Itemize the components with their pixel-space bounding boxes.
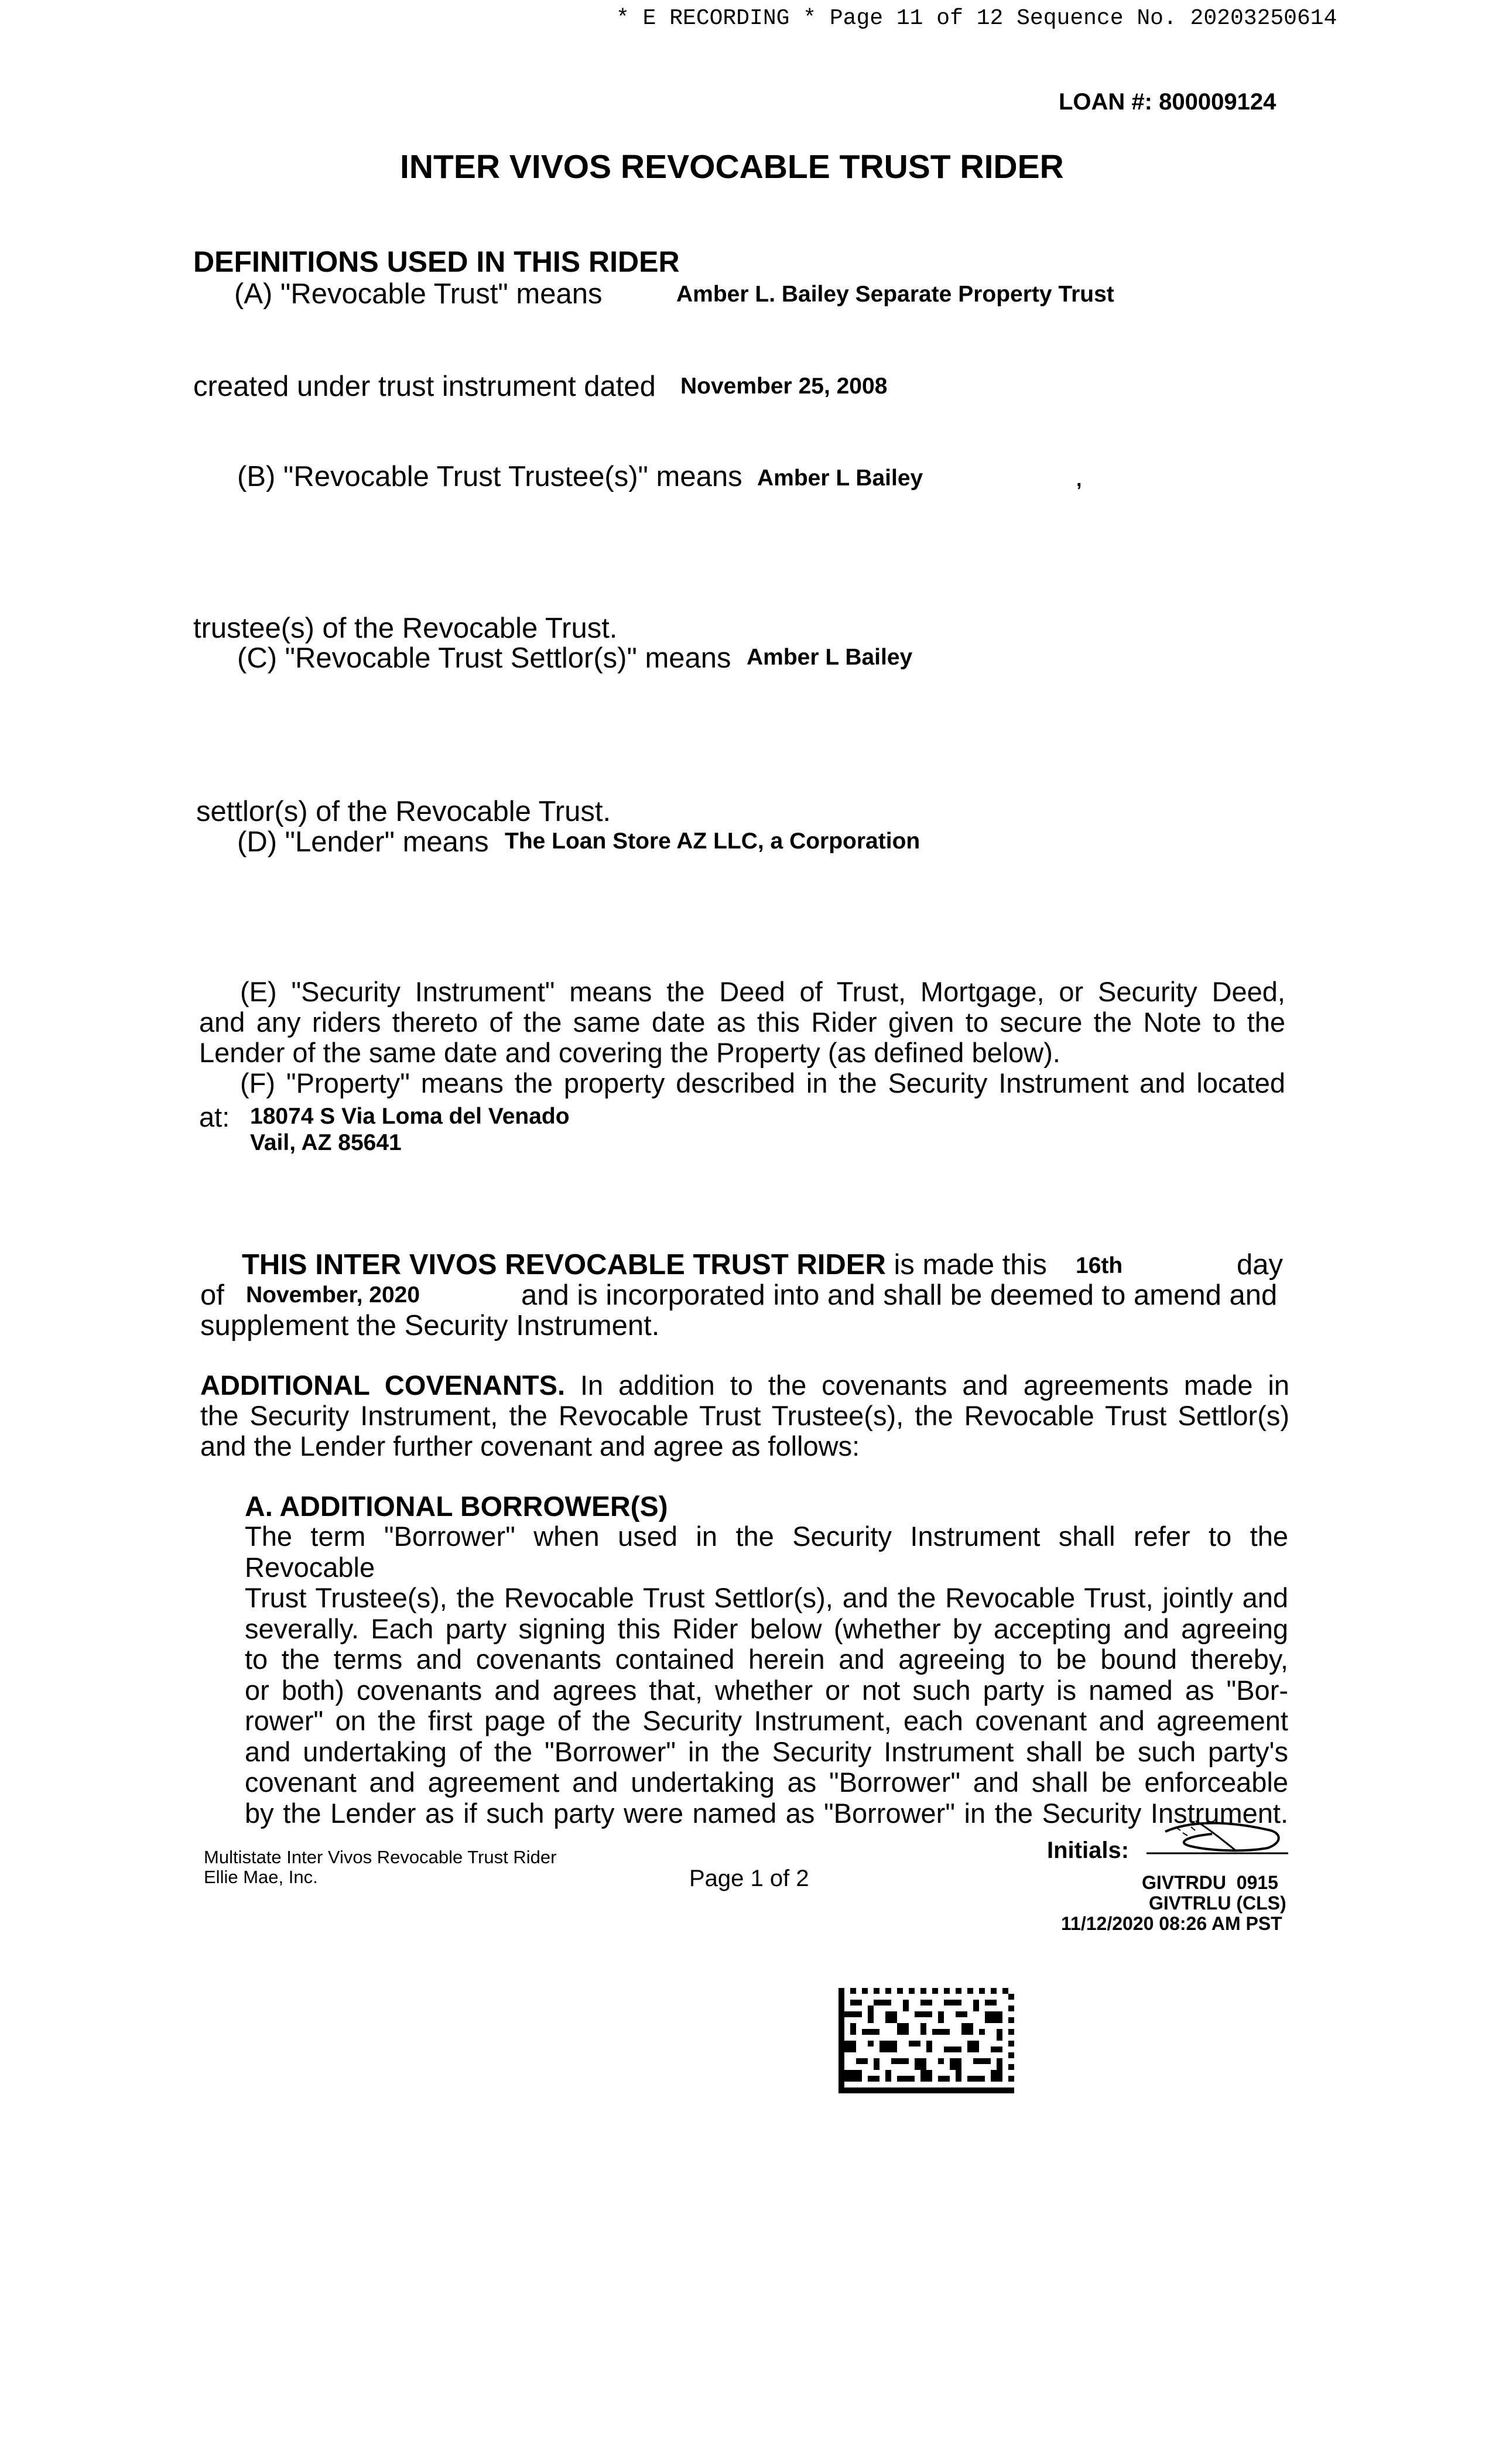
- trustee-suffix: trustee(s) of the Revocable Trust.: [193, 612, 618, 644]
- definition-c-value: Amber L Bailey: [747, 645, 913, 670]
- property-address-line2: Vail, AZ 85641: [250, 1130, 402, 1155]
- additional-covenants-line3: and the Lender further covenant and agree as follows:: [200, 1431, 860, 1462]
- rider-line3-text: supplement the Security Instrument.: [200, 1310, 660, 1341]
- rider-line2-text: and is incorporated into and shall be deemed to amend and: [521, 1279, 1278, 1311]
- initials-label: Initials:: [1047, 1837, 1130, 1863]
- document-title: INTER VIVOS REVOCABLE TRUST RIDER: [400, 148, 1064, 186]
- rider-made-lead: THIS INTER VIVOS REVOCABLE TRUST RIDER: [242, 1249, 886, 1281]
- section-a-line: by the Lender as if such party were named as "Borrower" in the Security Instrument.: [245, 1797, 1288, 1829]
- rider-day-value: 16th: [1076, 1253, 1123, 1278]
- section-a-paragraph: [245, 1521, 1288, 1829]
- section-a-line: Trust Trustee(s), the Revocable Trust Settlor(s), and the Revocable Trust, jointly and: [245, 1582, 1288, 1613]
- section-a-line: and undertaking of the "Borrower" in the Security Instrument shall be such party's: [245, 1736, 1288, 1767]
- initials-signature: [1142, 1792, 1294, 1862]
- datamatrix-barcode: [839, 1988, 1014, 2093]
- additional-covenants-line1: [200, 1370, 1289, 1401]
- additional-covenants-line2: the Security Instrument, the Revocable Trust Trustee(s), the Revocable Trust Settlor(s): [200, 1400, 1289, 1431]
- definition-d-value: The Loan Store AZ LLC, a Corporation: [505, 829, 920, 854]
- definition-f-line: (F) "Property" means the property described in the Security Instrument and located: [240, 1067, 1285, 1098]
- section-a-line: severally. Each party signing this Rider below (whether by accepting and agreeing: [245, 1613, 1288, 1644]
- section-a-line: rower" on the first page of the Security Instrument, each covenant and agreement: [245, 1705, 1288, 1736]
- form-timestamp: 11/12/2020 08:26 AM PST: [1061, 1913, 1282, 1934]
- definition-e-paragraph: [199, 977, 1285, 1098]
- form-code-2: GIVTRLU (CLS): [1149, 1893, 1286, 1914]
- settlor-suffix: settlor(s) of the Revocable Trust.: [196, 796, 611, 827]
- rider-made-text: is made this: [894, 1249, 1047, 1281]
- form-publisher: Ellie Mae, Inc.: [204, 1867, 318, 1887]
- definition-e-line: and any riders thereto of the same date as this Rider given to secure the Note to the: [199, 1007, 1285, 1038]
- section-a-heading: A. ADDITIONAL BORROWER(S): [245, 1491, 668, 1522]
- definition-b-value: Amber L Bailey: [757, 466, 923, 491]
- section-a-line: to the terms and covenants contained herein and agreeing to be bound thereby,: [245, 1644, 1288, 1675]
- section-a-line: covenant and agreement and undertaking as "Borrower" and shall be enforceable: [245, 1767, 1288, 1798]
- additional-covenants-intro: In addition to the covenants and agreements made in: [580, 1370, 1289, 1401]
- created-label: created under trust instrument dated: [193, 371, 656, 402]
- definition-e-line: Lender of the same date and covering the Property (as defined below).: [199, 1037, 1060, 1068]
- rider-of-label: of: [200, 1279, 224, 1311]
- created-date-value: November 25, 2008: [680, 374, 888, 399]
- section-a-line: or both) covenants and agrees that, whether or not such party is named as "Bor-: [245, 1674, 1288, 1706]
- additional-covenants-heading: ADDITIONAL COVENANTS.: [200, 1370, 566, 1401]
- definition-b-mark: ,: [1076, 468, 1082, 491]
- recording-header: * E RECORDING * Page 11 of 12 Sequence No. 20203250614: [616, 6, 1337, 31]
- form-code-1: GIVTRDU 0915: [1142, 1872, 1278, 1893]
- definition-d-label: (D) "Lender" means: [237, 826, 489, 858]
- property-address-line1: 18074 S Via Loma del Venado: [250, 1104, 570, 1129]
- definitions-heading: DEFINITIONS USED IN THIS RIDER: [193, 245, 680, 278]
- rider-made-line1: [242, 1248, 1047, 1281]
- definition-b-label: (B) "Revocable Trust Trustee(s)" means: [237, 461, 742, 492]
- additional-covenants-paragraph: [200, 1370, 1289, 1462]
- definition-a-value: Amber L. Bailey Separate Property Trust: [676, 282, 1114, 307]
- rider-month-value: November, 2020: [246, 1282, 420, 1308]
- section-a-line: The term "Borrower" when used in the Security Instrument shall refer to the Revocable: [245, 1521, 1288, 1583]
- form-name: Multistate Inter Vivos Revocable Trust Rider: [204, 1847, 557, 1867]
- definition-a-label: (A) "Revocable Trust" means: [234, 278, 603, 310]
- rider-day-label: day: [1237, 1249, 1284, 1281]
- at-label: at:: [199, 1101, 230, 1132]
- definition-c-label: (C) "Revocable Trust Settlor(s)" means: [237, 642, 731, 674]
- definition-e-line: (E) "Security Instrument" means the Deed of Trust, Mortgage, or Security Deed,: [240, 976, 1285, 1007]
- page-number: Page 1 of 2: [689, 1866, 809, 1891]
- loan-number: LOAN #: 800009124: [1059, 89, 1276, 115]
